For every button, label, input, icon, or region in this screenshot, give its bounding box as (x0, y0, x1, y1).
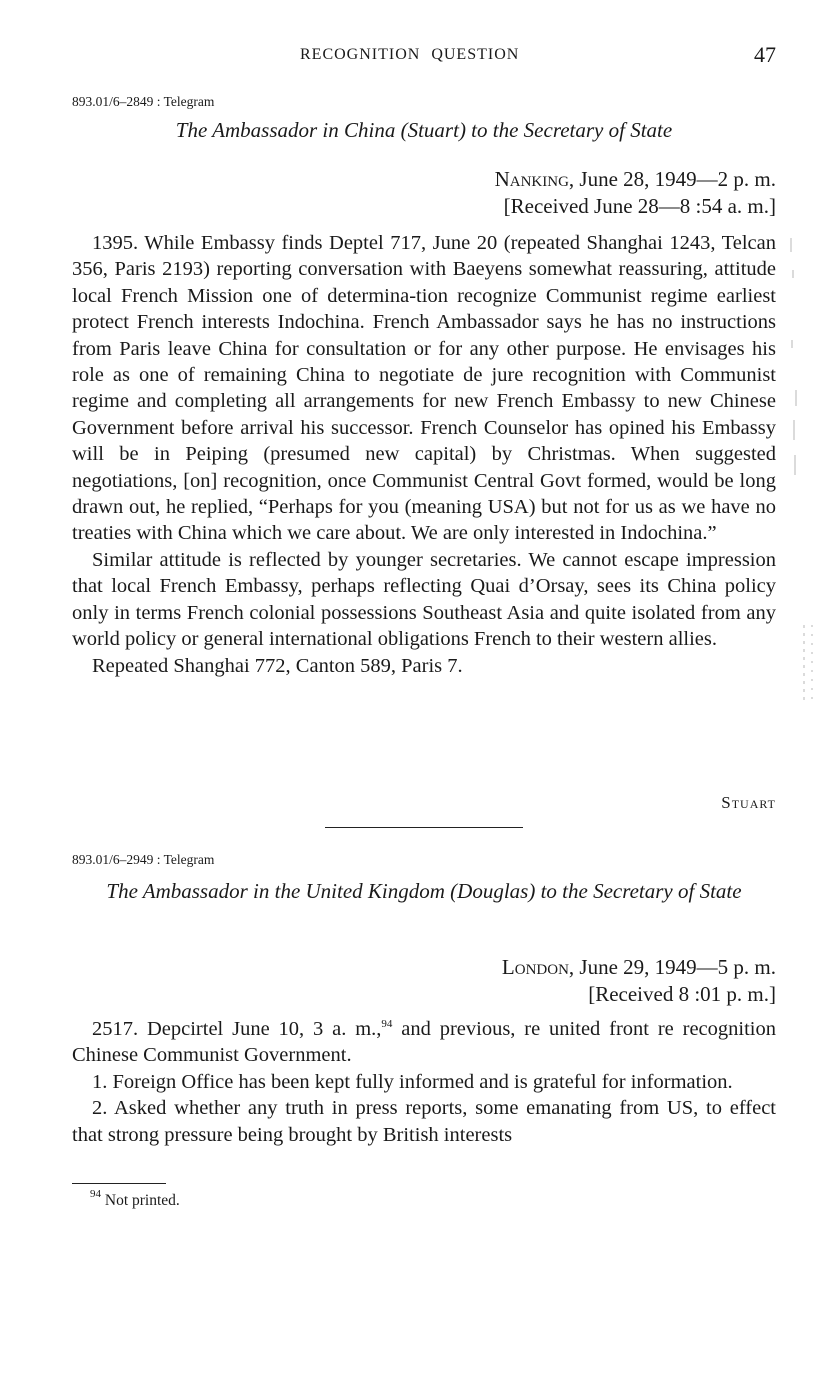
doc2-paragraph-3: 2. Asked whether any truth in press reports, some emanating from US, to effect that strong pressure being brought by British interests (72, 1097, 776, 1146)
doc2-body (72, 1016, 776, 1148)
doc1-dateline (495, 166, 776, 220)
doc1-signature-name: Stuart (721, 793, 776, 812)
page-number: 47 (754, 42, 776, 67)
doc2-title: The Ambassador in the United Kingdom (Douglas) to the Secretary of State (106, 879, 742, 903)
margin-scan-marks (790, 230, 830, 710)
doc2-place: London (501, 955, 569, 979)
footnote-text: Not printed. (101, 1192, 180, 1209)
footnote-rule (72, 1183, 166, 1184)
doc1-body (72, 230, 776, 679)
doc1-paragraph-3: Repeated Shanghai 772, Canton 589, Paris 7. (92, 654, 463, 677)
doc2-date: , June 29, 1949—5 p. m. (568, 955, 776, 979)
doc1-paragraph-2: Similar attitude is reflected by younger secretaries. We cannot escape impression that local French Embassy, perhaps reflecting Quai d’Orsay, sees its China policy only in terms French colonial possessions Southeast Asia and quite isolated from any world policy or general international obligations French to their western allies. (72, 548, 776, 651)
doc2-paragraph-2: 1. Foreign Office has been kept fully informed and is grateful for information. (92, 1070, 733, 1093)
doc1-received: [Received June 28—8 :54 a. m.] (503, 194, 776, 218)
footnote-reference: 94 (381, 1018, 393, 1030)
running-title: RECOGNITION QUESTION (300, 46, 520, 63)
doc2-paragraph-1-start: 2517. Depcirtel June 10, 3 a. m., (92, 1018, 382, 1040)
doc1-date: , June 28, 1949—2 p. m. (568, 167, 776, 191)
doc2-file-ref: 893.01/6–2949 : Telegram (72, 852, 215, 867)
doc1-place: Nanking (494, 167, 569, 191)
doc1-file-ref: 893.01/6–2849 : Telegram (72, 94, 215, 109)
doc2-dateline (502, 954, 776, 1008)
doc1-title: The Ambassador in China (Stuart) to the Secretary of State (175, 118, 673, 142)
doc2-paragraph-1 (72, 1016, 776, 1069)
doc1-signature (721, 793, 776, 813)
section-divider (325, 827, 523, 828)
footnote (90, 1188, 180, 1210)
doc2-paragraph-1-end: and previous, re united front re recognition Chinese Communist Government. (72, 1018, 776, 1067)
footnote-marker: 94 (90, 1188, 101, 1200)
doc2-received: [Received 8 :01 p. m.] (588, 982, 776, 1006)
doc1-paragraph-1: 1395. While Embassy finds Deptel 717, June 20 (repeated Shanghai 1243, Telcan 356, Paris 2193) reporting conversation with Baeyens somewhat reassuring, attitude local French Mission one of determina-tion recognize Communist regime earliest protect French interests Indochina. French Ambassador says he has no instructions from Paris leave China for consultation or for any other purpose. He envisages his role as one of remaining China to negotiate de jure recognition with Communist regime and completing all arrangements for new French Embassy to new Chinese Government before arrival his successor. French Counselor has opined his Embassy will be in Peiping (presumed new capital) by Christmas. When suggested negotiations, [on] recognition, once Communist Central Govt formed, would be long drawn out, he replied, “Perhaps for you (meaning USA) but not for us as we have no treaties with China which we care about. We are only interested in Indochina.” (72, 232, 776, 545)
